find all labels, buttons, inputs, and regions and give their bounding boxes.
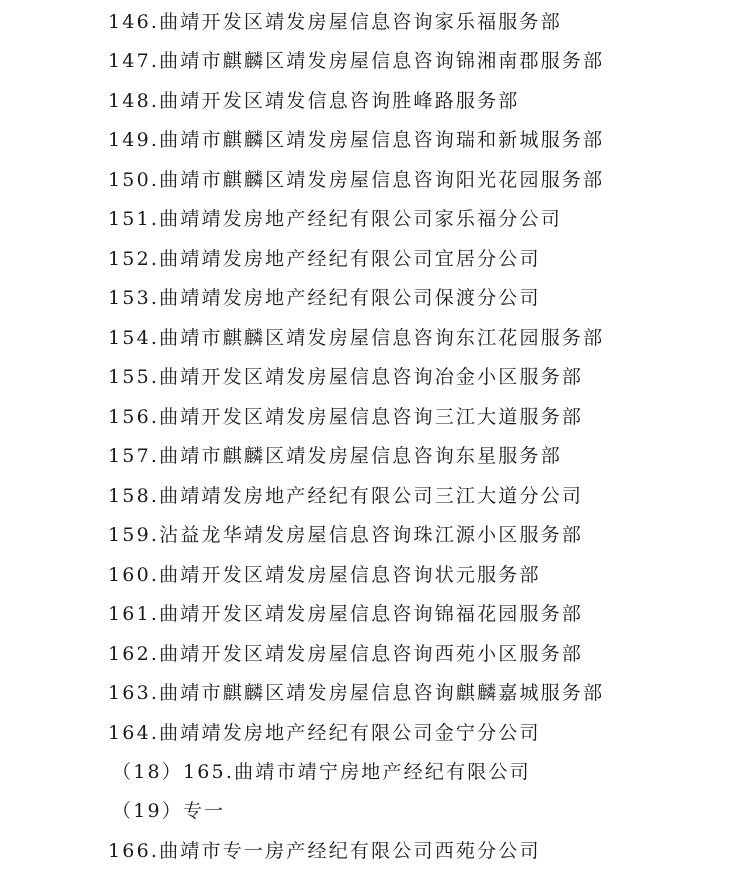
- list-item-152: 152.曲靖靖发房地产经纪有限公司宜居分公司: [108, 248, 541, 270]
- list-item-151: 151.曲靖靖发房地产经纪有限公司家乐福分公司: [108, 208, 562, 230]
- list-item-149: 149.曲靖市麒麟区靖发房屋信息咨询瑞和新城服务部: [108, 129, 605, 151]
- list-item-155: 155.曲靖开发区靖发房屋信息咨询冶金小区服务部: [108, 366, 584, 388]
- list-item-150: 150.曲靖市麒麟区靖发房屋信息咨询阳光花园服务部: [108, 169, 605, 191]
- list-item-159: 159.沾益龙华靖发房屋信息咨询珠江源小区服务部: [108, 524, 584, 546]
- list-item-163: 163.曲靖市麒麟区靖发房屋信息咨询麒麟嘉城服务部: [108, 682, 605, 704]
- list-item-157: 157.曲靖市麒麟区靖发房屋信息咨询东星服务部: [108, 445, 562, 467]
- list-item-166: 166.曲靖市专一房产经纪有限公司西苑分公司: [108, 840, 541, 862]
- list-item-147: 147.曲靖市麒麟区靖发房屋信息咨询锦湘南郡服务部: [108, 50, 605, 72]
- list-item-162: 162.曲靖开发区靖发房屋信息咨询西苑小区服务部: [108, 643, 584, 665]
- list-item-154: 154.曲靖市麒麟区靖发房屋信息咨询东江花园服务部: [108, 327, 605, 349]
- list-item-153: 153.曲靖靖发房地产经纪有限公司保渡分公司: [108, 287, 541, 309]
- section-item-18-165: （18）165.曲靖市靖宁房地产经纪有限公司: [112, 761, 531, 783]
- list-item-148: 148.曲靖开发区靖发信息咨询胜峰路服务部: [108, 90, 520, 112]
- section-heading-19: （19）专一: [112, 800, 226, 822]
- list-item-160: 160.曲靖开发区靖发房屋信息咨询状元服务部: [108, 564, 541, 586]
- list-item-156: 156.曲靖开发区靖发房屋信息咨询三江大道服务部: [108, 406, 584, 428]
- list-item-164: 164.曲靖靖发房地产经纪有限公司金宁分公司: [108, 722, 541, 744]
- list-item-146: 146.曲靖开发区靖发房屋信息咨询家乐福服务部: [108, 11, 562, 33]
- list-item-161: 161.曲靖开发区靖发房屋信息咨询锦福花园服务部: [108, 603, 584, 625]
- list-item-158: 158.曲靖靖发房地产经纪有限公司三江大道分公司: [108, 485, 584, 507]
